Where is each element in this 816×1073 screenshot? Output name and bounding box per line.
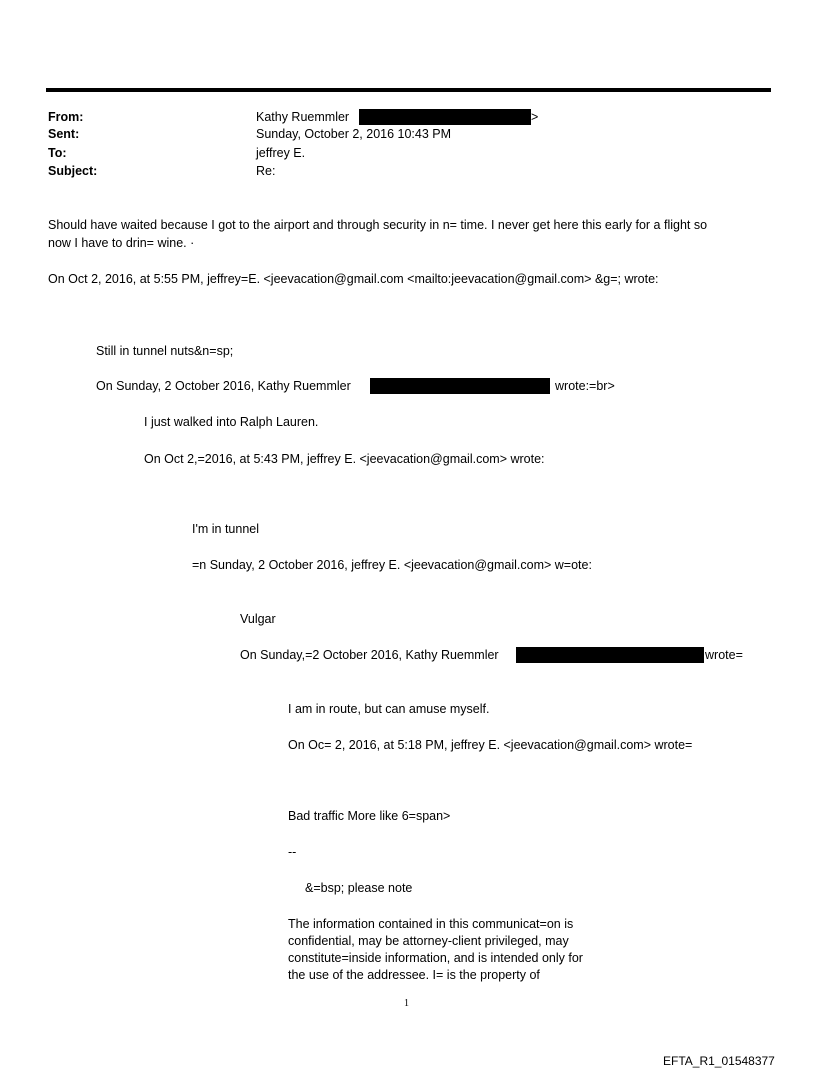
- message-level-1: Still in tunnel nuts&n=sp;: [96, 344, 234, 358]
- message-level-3: I'm in tunnel: [192, 522, 260, 536]
- redaction-box: [359, 109, 531, 125]
- redaction-box: [516, 647, 704, 663]
- redaction-box: [370, 378, 550, 394]
- from-value: Kathy Ruemmler: [256, 110, 350, 124]
- disclaimer-line-3: constitute=inside information, and is intended only for: [288, 951, 583, 965]
- disclaimer-line-1: The information contained in this communicat=on is: [288, 917, 574, 931]
- quote-header-level-4-tail: wrote=: [705, 648, 743, 662]
- quote-header-level-4: On Sunday,=2 October 2016, Kathy Ruemmler: [240, 648, 499, 662]
- page-number: 1: [404, 998, 409, 1009]
- message-level-4: Vulgar: [240, 612, 276, 626]
- quote-header-1: On Oct 2, 2016, at 5:55 PM, jeffrey=E. <jeevacation@gmail.com <mailto:jeevacation@gmail.com> &g=; wrote:: [48, 272, 659, 286]
- body-line-2: now I have to drin= wine. ·: [48, 236, 195, 250]
- quote-header-level-1-tail: wrote:=br>: [555, 379, 615, 393]
- quote-header-level-1: On Sunday, 2 October 2016, Kathy Ruemmler: [96, 379, 351, 393]
- quote-header-level-3: =n Sunday, 2 October 2016, jeffrey E. <jeevacation@gmail.com> w=ote:: [192, 558, 592, 572]
- message-level-5: I am in route, but can amuse myself.: [288, 702, 490, 716]
- from-trail: >: [531, 110, 539, 124]
- to-value: jeffrey E.: [256, 146, 306, 160]
- disclaimer-line-2: confidential, may be attorney-client privileged, may: [288, 934, 569, 948]
- from-label: From:: [48, 110, 84, 124]
- sent-label: Sent:: [48, 127, 80, 141]
- please-note: &=bsp; please note: [305, 881, 413, 895]
- document-id: EFTA_R1_01548377: [663, 1054, 775, 1068]
- message-bad-traffic: Bad traffic More like 6=span>: [288, 809, 451, 823]
- sent-value: Sunday, October 2, 2016 10:43 PM: [256, 127, 452, 141]
- body-line-1: Should have waited because I got to the airport and through security in n= time. I never get here this early for a flight so: [48, 218, 708, 232]
- subject-value: Re:: [256, 164, 276, 178]
- header-rule: [46, 88, 771, 92]
- quote-header-level-5: On Oc= 2, 2016, at 5:18 PM, jeffrey E. <jeevacation@gmail.com> wrote=: [288, 738, 693, 752]
- disclaimer-line-4: the use of the addressee. I= is the property of: [288, 968, 540, 982]
- to-label: To:: [48, 146, 67, 160]
- message-level-2: I just walked into Ralph Lauren.: [144, 415, 319, 429]
- subject-label: Subject:: [48, 164, 98, 178]
- quote-header-level-2: On Oct 2,=2016, at 5:43 PM, jeffrey E. <jeevacation@gmail.com> wrote:: [144, 452, 545, 466]
- signature-separator: --: [288, 845, 297, 859]
